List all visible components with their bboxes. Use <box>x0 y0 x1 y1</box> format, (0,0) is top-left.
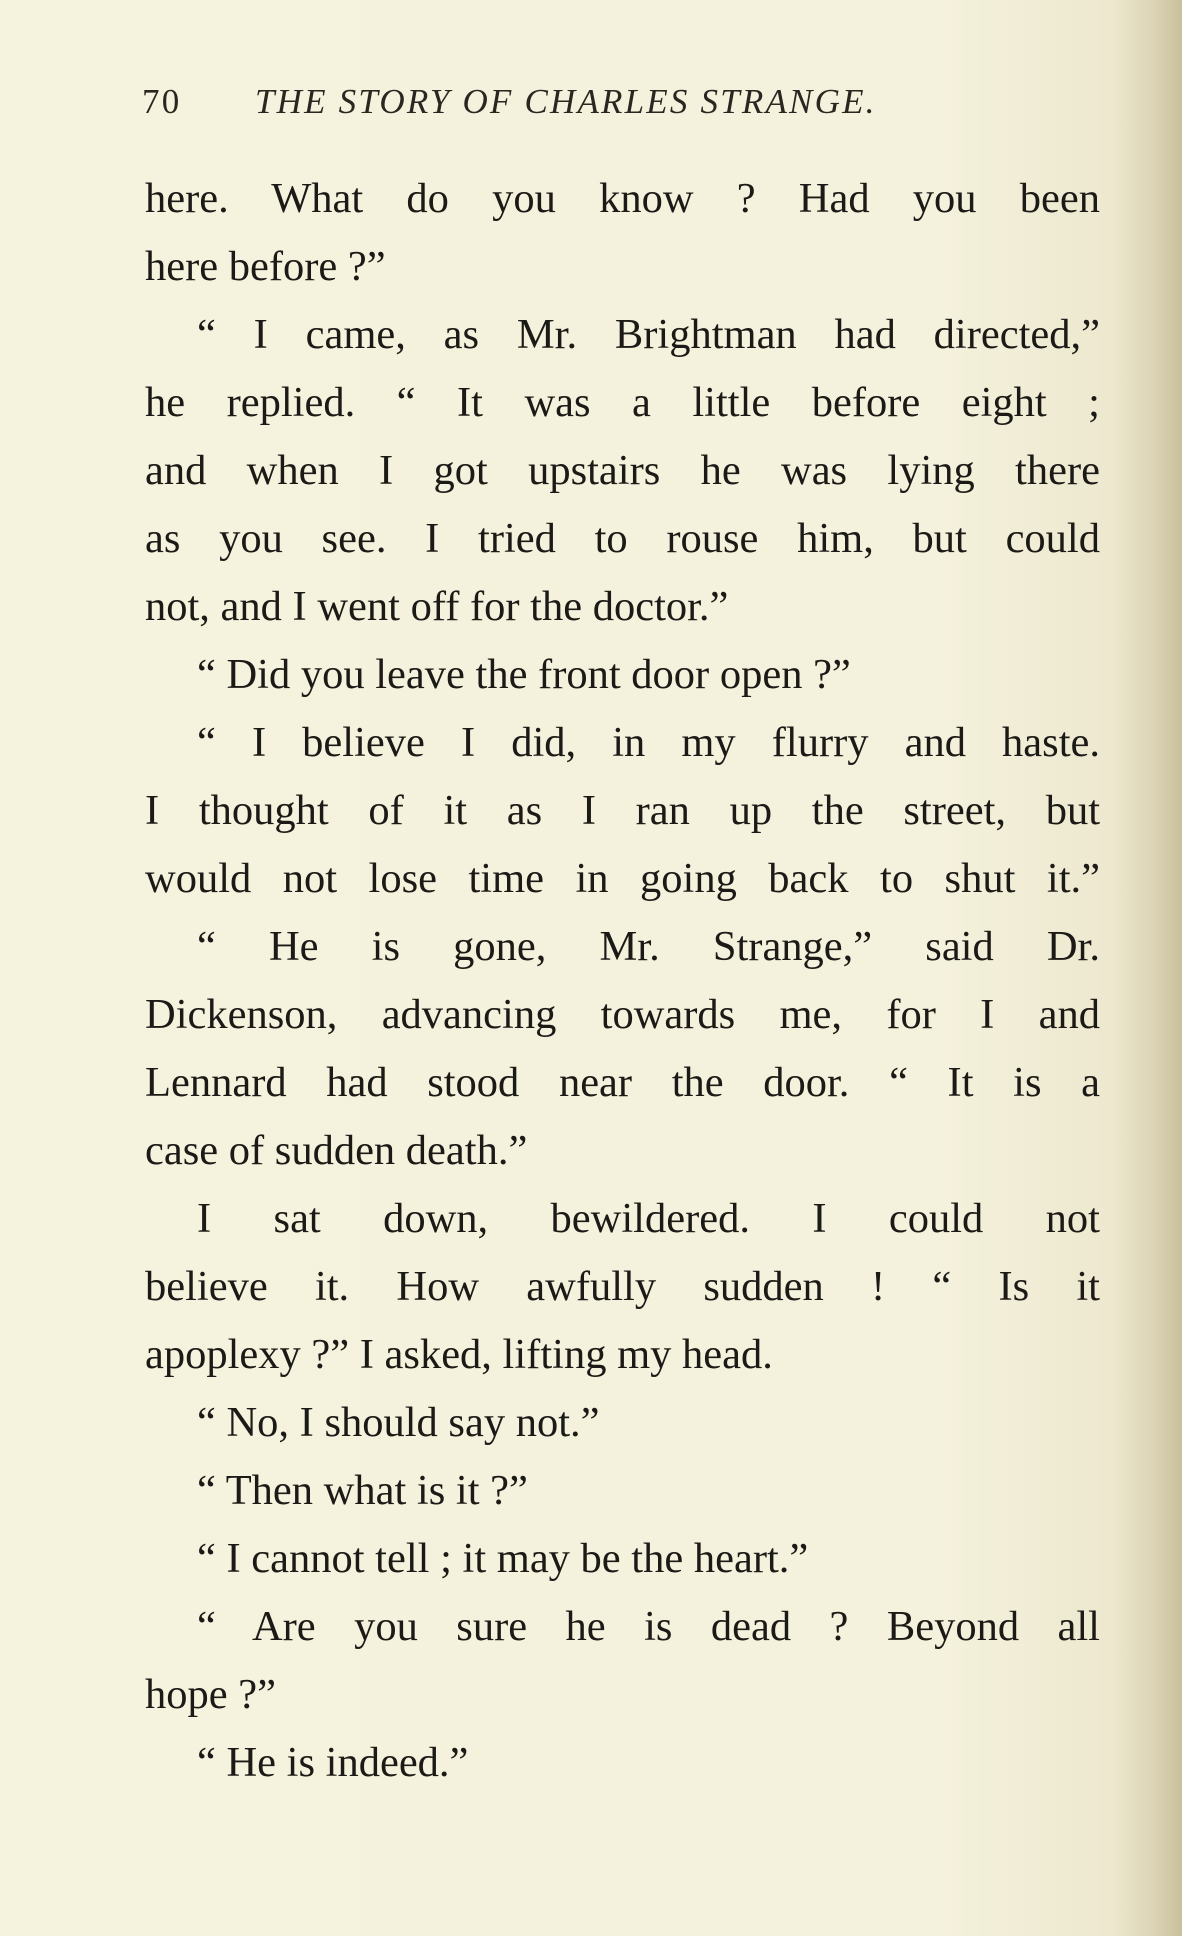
running-head <box>142 82 1012 132</box>
text-line: here before ?” <box>145 243 386 290</box>
text-line: would not lose time in going back to shut it.” <box>145 855 1100 902</box>
text-line: I thought of it as I ran up the street, but <box>145 787 1100 834</box>
text-line: “ Did you leave the front door open ?” <box>197 651 851 698</box>
running-title: THE STORY OF CHARLES STRANGE. <box>255 82 877 121</box>
page-number: 70 <box>142 82 182 121</box>
text-line: “ He is indeed.” <box>197 1739 469 1786</box>
text-line: “ I cannot tell ; it may be the heart.” <box>197 1535 809 1582</box>
text-line: “ Are you sure he is dead ? Beyond all <box>197 1603 1100 1650</box>
text-line: “ He is gone, Mr. Strange,” said Dr. <box>197 923 1100 970</box>
page-edge-shadow <box>1112 0 1182 1936</box>
text-line: I sat down, bewildered. I could not <box>197 1195 1100 1242</box>
text-line: hope ?” <box>145 1671 276 1718</box>
text-line: he replied. “ It was a little before eight ; <box>145 379 1100 426</box>
text-line: as you see. I tried to rouse him, but could <box>145 515 1100 562</box>
text-line: “ Then what is it ?” <box>197 1467 528 1514</box>
text-line: Dickenson, advancing towards me, for I and <box>145 991 1100 1038</box>
text-line: Lennard had stood near the door. “ It is a <box>145 1059 1100 1106</box>
text-line: not, and I went off for the doctor.” <box>145 583 729 630</box>
text-line: and when I got upstairs he was lying there <box>145 447 1100 494</box>
text-line: “ No, I should say not.” <box>197 1399 600 1446</box>
text-line: believe it. How awfully sudden ! “ Is it <box>145 1263 1100 1310</box>
text-line: case of sudden death.” <box>145 1127 528 1174</box>
text-line: here. What do you know ? Had you been <box>145 175 1100 222</box>
text-line: “ I believe I did, in my flurry and haste. <box>197 719 1100 766</box>
text-line: apoplexy ?” I asked, lifting my head. <box>145 1331 773 1378</box>
text-line: “ I came, as Mr. Brightman had directed,” <box>197 311 1100 358</box>
